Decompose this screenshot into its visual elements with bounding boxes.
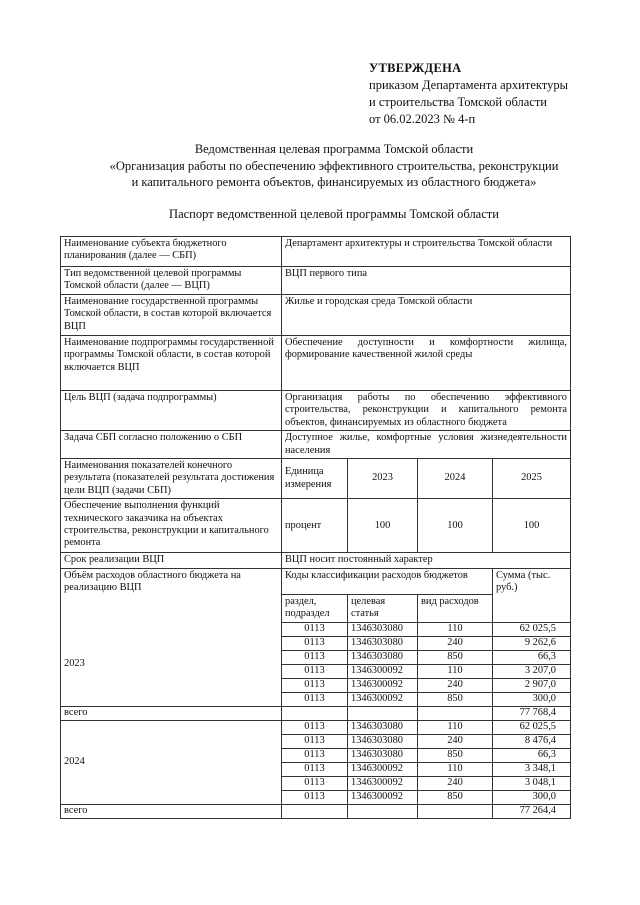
type-cell: 240 (418, 734, 493, 748)
target-cell: 1346303080 (348, 622, 418, 636)
type-cell: 110 (418, 720, 493, 734)
row-label: Тип ведомственной целевой программы Томской области (далее — ВЦП) (61, 267, 282, 295)
term-value: ВЦП носит постоянный характер (282, 553, 571, 568)
type-cell: 110 (418, 762, 493, 776)
section-cell: 0113 (282, 734, 348, 748)
sum-header: Сумма (тыс. руб.) (493, 568, 571, 622)
section-cell: 0113 (282, 720, 348, 734)
approval-line: приказом Департамента архитектуры (369, 78, 568, 92)
program-title-line: и капитального ремонта объектов, финансируемых из областного бюджета» (131, 175, 537, 189)
year-header: 2025 (493, 459, 571, 499)
type-cell: 850 (418, 650, 493, 664)
indicator-value: 100 (348, 499, 418, 553)
row-label: Наименование государственной программы Томской области, в состав которой включается ВЦП (61, 295, 282, 336)
type-cell: 850 (418, 790, 493, 804)
approval-heading: УТВЕРЖДЕНА (369, 61, 462, 75)
target-cell: 1346300092 (348, 762, 418, 776)
empty-cell (348, 706, 418, 720)
table-row (61, 553, 571, 568)
approval-date-line: от 06.02.2023 № 4-п (369, 112, 476, 126)
row-label: Наименование подпрограммы государственной программы Томской области, в состав которой включается ВЦП (61, 336, 282, 391)
sum-cell: 62 025,5 (493, 720, 571, 734)
section-cell: 0113 (282, 636, 348, 650)
sum-cell: 3 348,1 (493, 762, 571, 776)
year-cell: 2024 (61, 720, 282, 804)
codes-header: Коды классификации расходов бюджетов (282, 568, 493, 594)
table-row (61, 336, 571, 391)
row-label: Задача СБП согласно положению о СБП (61, 431, 282, 459)
table-row (61, 706, 571, 720)
year-cell: 2023 (61, 622, 282, 706)
total-label: всего (61, 706, 282, 720)
target-cell: 1346303080 (348, 650, 418, 664)
table-row (61, 459, 571, 499)
expenses-label: Объём расходов областного бюджета на реализацию ВЦП (61, 568, 282, 622)
type-cell: 240 (418, 678, 493, 692)
indicator-unit: процент (282, 499, 348, 553)
type-cell: 110 (418, 622, 493, 636)
section-cell: 0113 (282, 790, 348, 804)
type-header: вид расходов (418, 594, 493, 622)
type-cell: 850 (418, 748, 493, 762)
row-value: Организация работы по обеспечению эффективного строительства, реконструкции и капитального ремонта объектов, финансируемых из областного бюджета (282, 391, 571, 431)
row-label: Цель ВЦП (задача подпрограммы) (61, 391, 282, 431)
target-cell: 1346300092 (348, 692, 418, 706)
row-label: Наименование субъекта бюджетного планирования (далее — СБП) (61, 237, 282, 267)
section-cell: 0113 (282, 650, 348, 664)
empty-cell (282, 706, 348, 720)
total-label: всего (61, 804, 282, 818)
target-cell: 1346303080 (348, 636, 418, 650)
sum-cell: 2 907,0 (493, 678, 571, 692)
section-header: раздел, подраздел (282, 594, 348, 622)
table-row (61, 267, 571, 295)
term-label: Срок реализации ВЦП (61, 553, 282, 568)
section-cell: 0113 (282, 622, 348, 636)
sum-cell: 300,0 (493, 790, 571, 804)
year-header: 2023 (348, 459, 418, 499)
empty-cell (282, 804, 348, 818)
table-row (61, 499, 571, 553)
sum-cell: 66,3 (493, 748, 571, 762)
program-title-line: «Организация работы по обеспечению эффективного строительства, реконструкции (109, 158, 559, 173)
indicators-label: Наименования показателей конечного результата (показателей результата достижения цели ВЦП (задачи СБП) (61, 459, 282, 499)
total-sum: 77 264,4 (493, 804, 571, 818)
table-row (61, 237, 571, 267)
unit-header: Единица измерения (282, 459, 348, 499)
row-value: Доступное жилье, комфортные условия жизнедеятельности населения (282, 431, 571, 459)
passport-table (60, 236, 571, 819)
target-cell: 1346300092 (348, 776, 418, 790)
row-value: ВЦП первого типа (282, 267, 571, 295)
section-cell: 0113 (282, 678, 348, 692)
approval-block (369, 60, 568, 128)
target-cell: 1346300092 (348, 678, 418, 692)
total-sum: 77 768,4 (493, 706, 571, 720)
section-cell: 0113 (282, 762, 348, 776)
row-value: Жилье и городская среда Томской области (282, 295, 571, 336)
table-row (61, 391, 571, 431)
passport-title: Паспорт ведомственной целевой программы Томской области (169, 207, 499, 221)
sum-cell: 8 476,4 (493, 734, 571, 748)
row-value: Обеспечение доступности и комфортности жилища, формирование качественной жилой среды (282, 336, 571, 391)
row-value: Департамент архитектуры и строительства Томской области (282, 237, 571, 267)
empty-cell (418, 706, 493, 720)
target-cell: 1346303080 (348, 720, 418, 734)
table-row (61, 431, 571, 459)
empty-cell (348, 804, 418, 818)
approval-line: и строительства Томской области (369, 95, 547, 109)
sum-cell: 9 262,6 (493, 636, 571, 650)
section-cell: 0113 (282, 664, 348, 678)
empty-cell (418, 804, 493, 818)
section-cell: 0113 (282, 748, 348, 762)
sum-cell: 3 048,1 (493, 776, 571, 790)
year-header: 2024 (418, 459, 493, 499)
table-row (61, 568, 571, 594)
target-cell: 1346300092 (348, 790, 418, 804)
target-header: целевая статья (348, 594, 418, 622)
table-row (61, 720, 571, 734)
indicator-value: 100 (493, 499, 571, 553)
sum-cell: 62 025,5 (493, 622, 571, 636)
indicator-name: Обеспечение выполнения функций технического заказчика на объектах строительства, реконструкции и капитального ремонта (61, 499, 282, 553)
section-cell: 0113 (282, 692, 348, 706)
table-row (61, 804, 571, 818)
type-cell: 850 (418, 692, 493, 706)
type-cell: 240 (418, 636, 493, 650)
table-row (61, 295, 571, 336)
table-row (61, 622, 571, 636)
program-title-line: Ведомственная целевая программа Томской области (194, 142, 474, 156)
sum-cell: 300,0 (493, 692, 571, 706)
type-cell: 240 (418, 776, 493, 790)
section-cell: 0113 (282, 776, 348, 790)
indicator-value: 100 (418, 499, 493, 553)
target-cell: 1346300092 (348, 664, 418, 678)
target-cell: 1346303080 (348, 734, 418, 748)
type-cell: 110 (418, 664, 493, 678)
sum-cell: 3 207,0 (493, 664, 571, 678)
sum-cell: 66,3 (493, 650, 571, 664)
target-cell: 1346303080 (348, 748, 418, 762)
program-title (0, 141, 640, 191)
